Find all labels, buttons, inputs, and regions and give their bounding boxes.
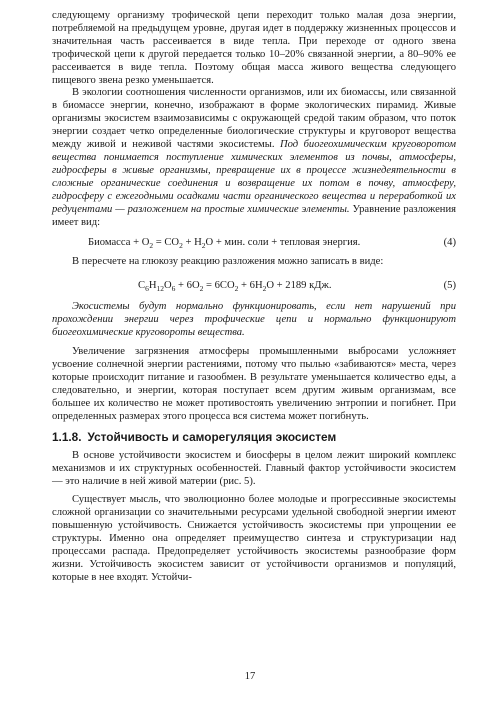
- section-heading: [52, 430, 456, 444]
- equation-text: Биомасса + $O_2 = CO_2 + H_2O$ + мин. соли + тепловая энергия.: [88, 237, 361, 251]
- equation-number: (4): [443, 237, 456, 249]
- paragraph-text: Уравнение разложения имеет вид:: [52, 203, 457, 228]
- paragraph-ecosystem-function: Экосистемы будут нормально функционировать, если нет нарушений при прохождении энергии через трофические цепи и нормально функционируют биогеохимические круговороты вещества.: [52, 301, 456, 339]
- paragraph-ecological-pyramids: [52, 87, 456, 229]
- section-number: 1.1.8.: [52, 430, 82, 445]
- decomposition-equation: [52, 236, 456, 250]
- paragraph-trophic-energy: следующему организму трофической цепи переходит только малая доза энергии, потребляемой на предыдущем уровне, другая идет в поддержку жизненных процессов и значительная часть рассеивается в виде тепла. При переходе от одного звена трофической цепи к другой передается только 10–20% связанной энергии, а 80–90% ее рассеивается в виде тепла. Поэтому общая масса живого вещества следующего пищевого звена резко уменьшается.: [52, 10, 456, 86]
- paragraph-evolution-stability: Существует мысль, что эволюционно более молодые и прогрессивные экосистемы сложной организации со значительными ресурсами удельной свободной энергии имеют повышенную устойчивость. Снижается устойчивость экосистемы при упрощении ее структуры. Именно она определяет преимущество синтеза и структуризации над процессами распада. Предопределяет устойчивость экосистемы разнообразие форм жизни. Устойчивость экосистем зависит от устойчивости организмов и популяций, которые в нее входят. Устойчи-: [52, 494, 456, 583]
- paragraph-pollution: Увеличение загрязнения атмосферы промышленными выбросами усложняет усвоение солнечной энергии растениями, потому что пылью «забиваются» места, через которые происходит питание и газообмен. В результате уменьшается количество еды, а следовательно, и энергии, которая поступает всем другим живым организмам, все большее их количество не может противостоять увеличению энтропии и погибнет. При определенных размерах этого процесса вся система может погибнуть.: [52, 346, 456, 422]
- glucose-equation: [52, 279, 456, 293]
- paragraph-text: В экологии соотношения численности организмов, или их биомассы, или связанной в биомассе энергии, конечно, изображают в форме экологических пирамид. Живые организмы экосистем взаимозависимы с окружающей средой таким образом, что поток энергии создает четко определенные биологические структуры и круговорот вещества между живой и неживой частями экосистемы.: [52, 87, 456, 151]
- equation-text: $C_6H_{12}O_6 + 6O_2 = 6CO_2 + 6H_2O + 2189$ кДж.: [138, 280, 332, 294]
- equation-number: (5): [443, 280, 456, 292]
- page-number: 17: [244, 671, 256, 682]
- biogeochemical-cycle-definition: Под биогеохимическим круговоротом вещества понимается поступление химических элементов из почвы, атмосферы, гидросферы в живые организмы, превращение их в процессе жизнедеятельности в сложные органические соединения и возвращение их потом в почву, атмосферу, гидросферу с ежегодными осадками части органического вещества и переработкой их редуцентами — разложением на простые химические элементы.: [52, 139, 456, 215]
- paragraph-stability-basis: В основе устойчивости экосистем и биосферы в целом лежит широкий комплекс механизмов и их структурных особенностей. Главный фактор устойчивости экосистем — это наличие в ней живой материи (рис. 5).: [52, 450, 456, 488]
- section-title: Устойчивость и саморегуляция экосистем: [87, 430, 337, 445]
- paragraph-glucose: В пересчете на глюкозу реакцию разложения можно записать в виде:: [72, 256, 384, 268]
